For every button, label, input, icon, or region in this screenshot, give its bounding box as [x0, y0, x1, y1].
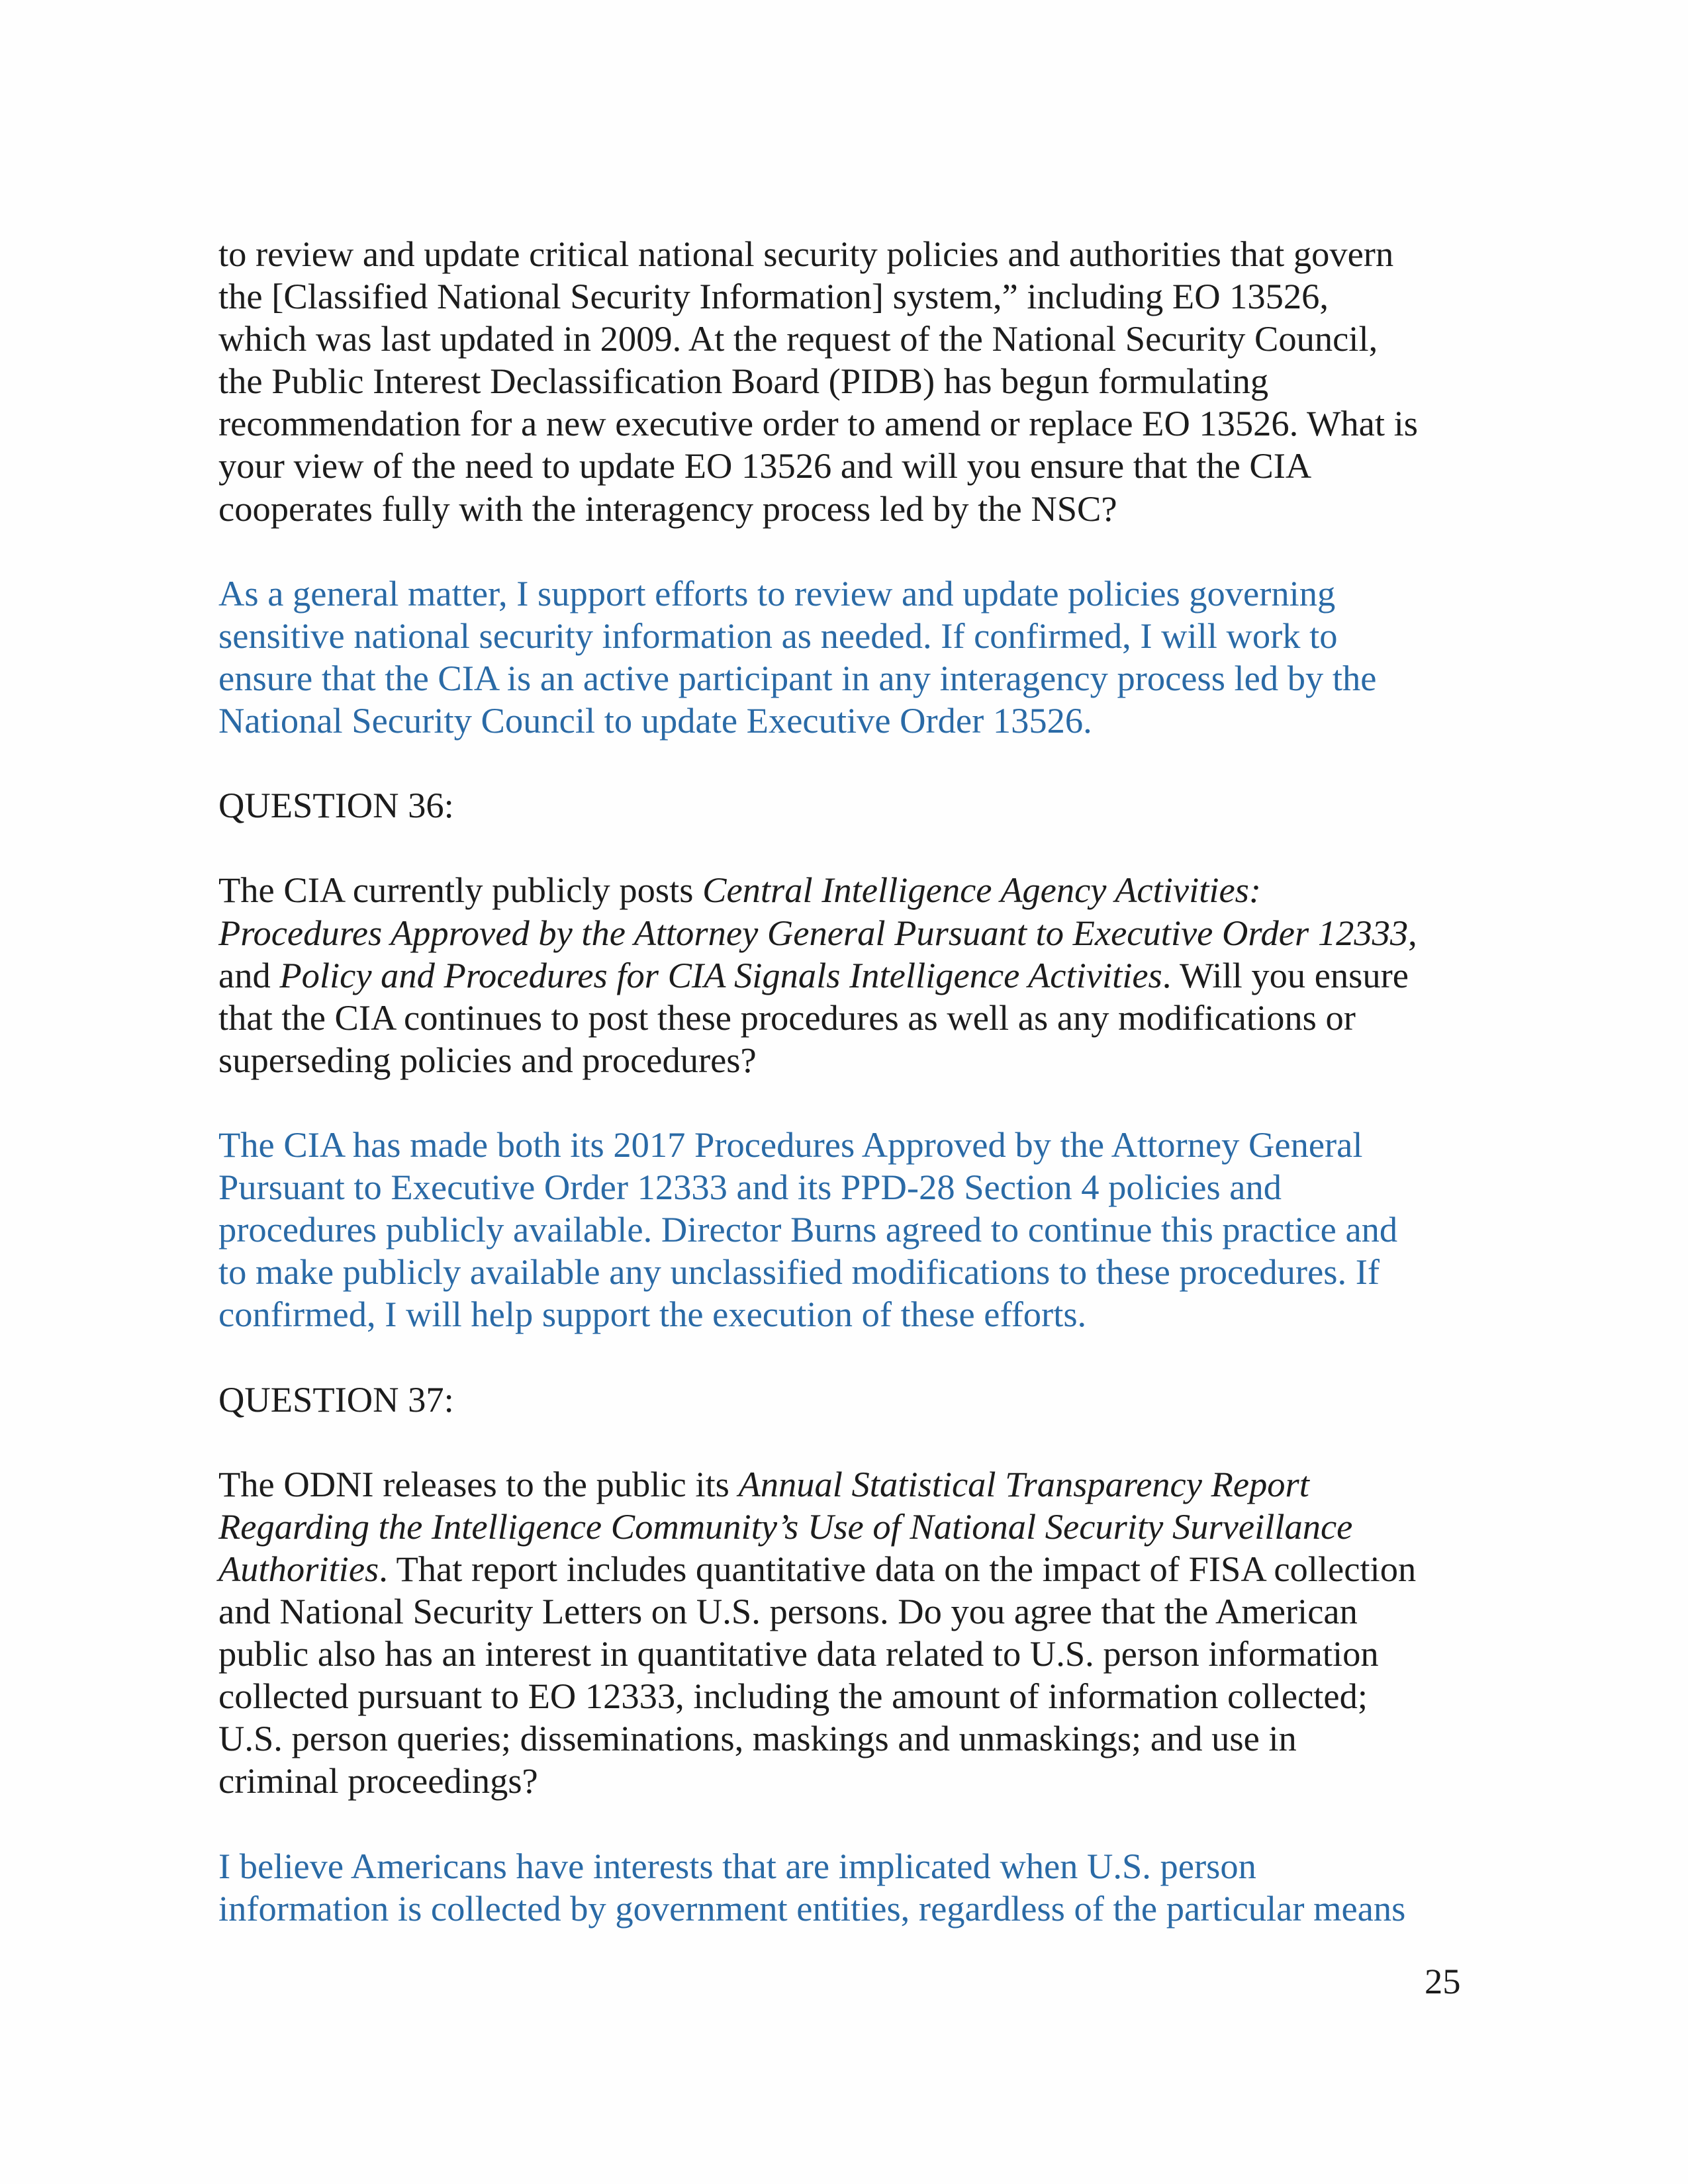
text-line: [218, 1208, 1476, 1251]
italic-title-text: Policy and Procedures for CIA Signals Intelligence Activities: [279, 954, 1162, 995]
text-line: [218, 1124, 1476, 1166]
text-line: [218, 1039, 1476, 1081]
italic-title-text: Annual Statistical Transparency Report: [738, 1463, 1309, 1504]
text-run: to review and update critical national security policies and authorities that govern: [218, 234, 1394, 274]
text-line: [218, 233, 1476, 275]
text-run: procedures publicly available. Director Burns agreed to continue this practice and: [218, 1209, 1398, 1250]
text-line: [218, 402, 1476, 445]
text-run: the Public Interest Declassification Board (PIDB) has begun formulating: [218, 361, 1269, 402]
page-number: 25: [1425, 1961, 1461, 2001]
text-run: I believe Americans have interests that are implicated when U.S. person: [218, 1845, 1256, 1886]
text-line: [218, 1463, 1476, 1506]
text-run: The CIA has made both its 2017 Procedures Approved by the Attorney General: [218, 1124, 1363, 1165]
text-run: U.S. person queries; disseminations, maskings and unmaskings; and use in: [218, 1718, 1297, 1759]
text-line: [218, 615, 1476, 657]
question-heading: QUESTION 36:: [218, 785, 454, 826]
question-paragraph: [218, 869, 1476, 1081]
question-heading: QUESTION 37:: [218, 1379, 454, 1420]
question-paragraph: [218, 233, 1476, 530]
text-line: [218, 275, 1476, 318]
text-run: and National Security Letters on U.S. persons. Do you agree that the American: [218, 1591, 1358, 1631]
text-line: [218, 488, 1476, 530]
text-line: [218, 1760, 1476, 1802]
text-run: criminal proceedings?: [218, 1760, 538, 1801]
text-run: The CIA currently publicly posts: [218, 870, 703, 911]
text-run: . That report includes quantitative data on the impact of FISA collection: [379, 1548, 1417, 1589]
text-run: ensure that the CIA is an active participant in any interagency process led by the: [218, 657, 1377, 698]
italic-title-text: Authorities: [218, 1548, 379, 1589]
text-run: your view of the need to update EO 13526 and will you ensure that the CIA: [218, 445, 1312, 486]
answer-paragraph: [218, 572, 1476, 742]
text-line: [218, 912, 1476, 954]
text-run: National Security Council to update Executive Order 13526.: [218, 700, 1092, 741]
text-run: to make publicly available any unclassified modifications to these procedures. If: [218, 1251, 1380, 1293]
answer-paragraph: [218, 1845, 1476, 1930]
text-run: confirmed, I will help support the execution of these efforts.: [218, 1294, 1087, 1335]
text-line: [218, 869, 1476, 911]
text-line: [218, 700, 1476, 742]
text-run: As a general matter, I support efforts to review and update policies governing: [218, 572, 1336, 614]
text-run: The ODNI releases to the public its: [218, 1463, 739, 1504]
text-line: [218, 1845, 1476, 1888]
text-line: [218, 572, 1476, 615]
text-run: the [Classified National Security Information] system,” including EO 13526,: [218, 276, 1329, 317]
question-paragraph: [218, 1463, 1476, 1803]
text-line: [218, 954, 1476, 997]
text-line: [218, 360, 1476, 402]
text-run: Pursuant to Executive Order 12333 and its PPD-28 Section 4 policies and: [218, 1167, 1282, 1208]
text-run: information is collected by government entities, regardless of the particular means: [218, 1888, 1406, 1929]
answer-paragraph: [218, 1124, 1476, 1336]
text-run: collected pursuant to EO 12333, including the amount of information collected;: [218, 1676, 1368, 1717]
text-line: [218, 1888, 1476, 1930]
text-line: [218, 318, 1476, 360]
text-line: [218, 1251, 1476, 1293]
text-run: that the CIA continues to post these procedures as well as any modifications or: [218, 997, 1356, 1038]
text-run: which was last updated in 2009. At the request of the National Security Council,: [218, 318, 1378, 359]
text-line: [218, 1675, 1476, 1717]
text-line: [218, 1166, 1476, 1208]
text-line: [218, 657, 1476, 700]
text-line: [218, 997, 1476, 1039]
italic-title-text: Procedures Approved by the Attorney General Pursuant to Executive Order 12333: [218, 912, 1409, 953]
text-line: [218, 445, 1476, 487]
italic-title-text: Regarding the Intelligence Community’s Use of National Security Surveillance: [218, 1506, 1353, 1547]
text-run: . Will you ensure: [1162, 954, 1409, 995]
text-line: [218, 1548, 1476, 1590]
text-run: cooperates fully with the interagency process led by the NSC?: [218, 488, 1117, 529]
text-line: [218, 1506, 1476, 1548]
text-line: [218, 1590, 1476, 1633]
text-run: superseding policies and procedures?: [218, 1039, 757, 1080]
text-run: and: [218, 954, 280, 995]
text-run: public also has an interest in quantitative data related to U.S. person information: [218, 1633, 1379, 1674]
page-body: [218, 233, 1476, 1972]
text-line: [218, 1633, 1476, 1675]
text-run: recommendation for a new executive order to amend or replace EO 13526. What is: [218, 403, 1418, 444]
text-line: [218, 1293, 1476, 1336]
text-run: ,: [1408, 912, 1417, 953]
text-line: [218, 1717, 1476, 1760]
text-run: sensitive national security information as needed. If confirmed, I will work to: [218, 615, 1338, 656]
italic-title-text: Central Intelligence Agency Activities:: [702, 870, 1262, 911]
